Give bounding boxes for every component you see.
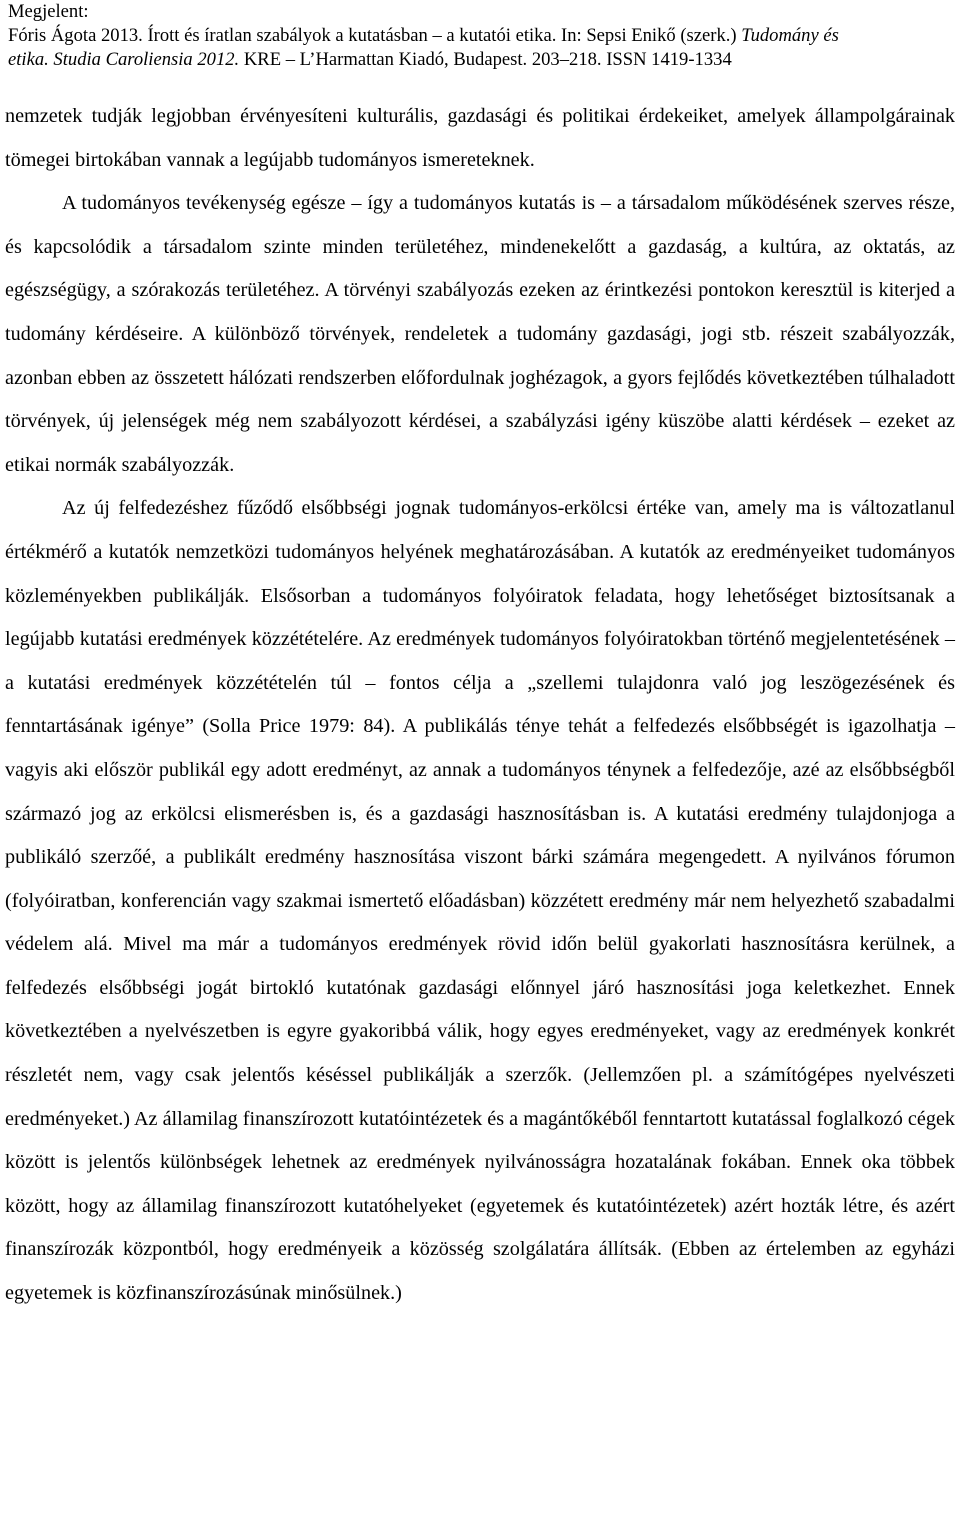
paragraph-3 — [5, 487, 955, 1315]
published-label: Megjelent: — [8, 1, 89, 22]
body-text — [5, 95, 955, 1316]
citation-authors-title: Fóris Ágota 2013. Írott és íratlan szabályok a kutatásban – a kutatói etika. In: Sepsi Enikő (szerk.) — [8, 25, 742, 46]
citation-book-title-part1: Tudomány és — [741, 25, 839, 46]
citation-line-2 — [8, 48, 958, 72]
publication-header — [8, 0, 958, 72]
paragraph-1: nemzetek tudják legjobban érvényesíteni kulturális, gazdasági és politikai érdekeiket, amelyek állampolgárainak tömegei birtokában vannak a legújabb tudományos ismereteknek. — [5, 105, 955, 171]
citation-book-title-part2: etika. Studia Caroliensia 2012. — [8, 49, 240, 70]
paragraph-3-text: Az új felfedezéshez fűződő elsőbbségi jognak tudományos-erkölcsi értéke van, amely ma is változatlanul értékmérő a kutatók nemzetközi tudományos helyének meghatározásában. A kutatók az eredményeiket tudományos közleményekben publikálják. Elsősorban a tudományos folyóiratok feladata, hogy lehetőséget biztosítsanak a legújabb kutatási eredmények közzétételére. Az eredmények tudományos folyóiratokban történő megjelentetésének – a kutatási eredmények közzétételén túl – fontos célja a „szellemi tulajdonra való jog leszögezésének és fenntartásának igénye” (Solla Price 1979: 84). A publikálás ténye tehát a felfedezés elsőbbségét is igazolhatja – vagyis aki először publikál egy adott eredményt, az annak a tudományos ténynek a felfedezője, azé az elsőbbségből származó jog az erkölcsi elismerésben is, és a gazdasági hasznosításban is. A kutatási eredmény tulajdonjoga a publikáló szerzőé, a publikált eredmény hasznosítása viszont bárki számára megengedett. A nyilvános fórumon (folyóiratban, konferencián vagy szakmai ismertető előadásban) közzétett eredmény már nem helyezhető szabadalmi védelem alá. Mivel ma már a tudományos eredmények rövid időn belül gyakorlati hasznosításra kerülnek, a felfedezés elsőbbségi jogát birtokló kutatónak gazdasági előnnyel járó hasznosítási joga keletkezhet. Ennek következtében a nyelvészetben is egyre gyakoribbá válik, hogy egyes eredményeket, vagy az eredmények konkrét részletét nem, vagy csak jelentős késéssel publikálják a szerzők. (Jellemzően pl. a számítógépes nyelvészeti eredményeket.) Az államilag finanszírozott kutatóintézetek és a magántőkéből fenntartott kutatással foglalkozó cégek között is jelentős különbségek lehetnek az eredmények nyilvánosságra hozatalának fokában. Ennek oka többek között, hogy az államilag finanszírozott kutatóhelyeket (egyetemek és kutatóintézetek) azért hozták létre, és azért finanszírozák központból, hogy eredményeik a közösség szolgálatára állítsák. (Ebben az értelemben az egyházi egyetemek is közfinanszírozásúnak minősülnek.) — [5, 497, 955, 1305]
paragraph-2 — [5, 182, 955, 487]
citation-line-1 — [8, 24, 958, 48]
paragraph-2-text: A tudományos tevékenység egésze – így a tudományos kutatás is – a társadalom működésének szerves része, és kapcsolódik a társadalom szinte minden területéhez, mindenekelőtt a gazdaság, a kultúra, az oktatás, az egészségügy, a szórakozás területéhez. A törvényi szabályozás ezeken az érintkezési pontokon keresztül is kiterjed a tudomány kérdéseire. A különböző törvények, rendeletek a tudomány gazdasági, jogi stb. részeit szabályozzák, azonban ebben az összetett hálózati rendszerben előfordulnak joghézagok, a gyors fejlődés következtében túlhaladott törvények, új jelenségek még nem szabályozott kérdései, a szabályzási igény küszöbe alatti kérdések – ezeket az etikai normák szabályozzák. — [5, 192, 955, 476]
citation-publisher-info: KRE – L’Harmattan Kiadó, Budapest. 203–218. ISSN 1419-1334 — [239, 49, 732, 70]
